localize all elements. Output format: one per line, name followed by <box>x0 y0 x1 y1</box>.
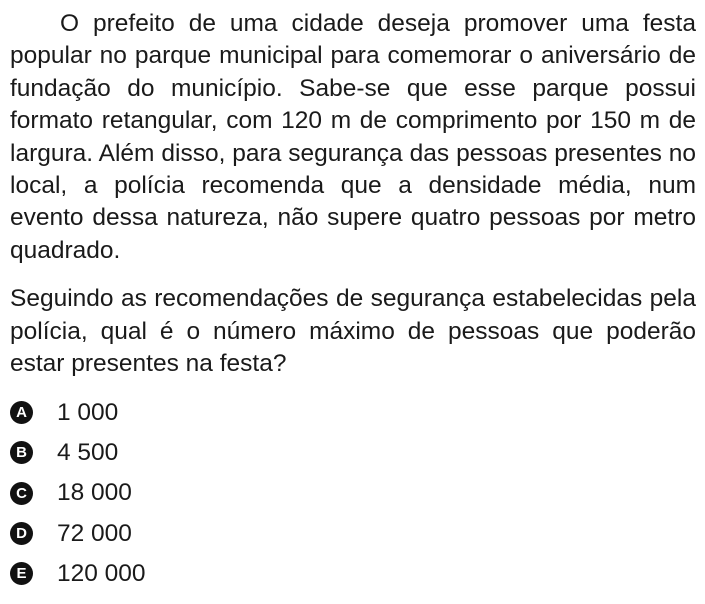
statement-line: por 150 m de largura. Além disso, para segurança das <box>10 107 696 167</box>
statement-line: possui formato retangular, com 120 m de comprimento <box>10 74 696 135</box>
option-text: 18 000 <box>57 479 132 507</box>
option-e[interactable] <box>10 554 696 594</box>
question-statement <box>10 8 696 267</box>
option-letter-badge: A <box>10 401 33 424</box>
prompt-line: poderão estar presentes na festa? <box>10 317 696 378</box>
statement-line: de fundação do município. Sabe-se que esse parque <box>10 42 696 102</box>
statement-line: a densidade média, num evento dessa natureza, não <box>10 172 696 232</box>
statement-line: pessoas presentes no local, a polícia recomenda que <box>10 139 697 200</box>
option-text: 120 000 <box>57 559 146 587</box>
answer-options <box>10 392 696 593</box>
statement-line: O prefeito de uma cidade deseja promover uma festa <box>60 10 696 37</box>
option-letter-badge: C <box>10 482 33 505</box>
prompt-line: pela polícia, qual é o número máximo de pessoas que <box>10 285 696 345</box>
option-text: 1 000 <box>57 398 119 426</box>
option-text: 4 500 <box>57 438 119 466</box>
option-text: 72 000 <box>57 519 132 547</box>
option-b[interactable] <box>10 433 696 473</box>
option-c[interactable] <box>10 473 696 513</box>
question-prompt <box>10 283 696 380</box>
statement-line: popular no parque municipal para comemorar o aniversário <box>10 42 661 70</box>
option-a[interactable] <box>10 392 696 432</box>
option-letter-badge: E <box>10 562 33 585</box>
option-letter-badge: B <box>10 441 33 464</box>
statement-line: supere quatro pessoas por metro quadrado. <box>10 204 696 264</box>
option-d[interactable] <box>10 513 696 553</box>
prompt-line: Seguindo as recomendações de segurança estabelecidas <box>10 285 643 313</box>
question-container <box>10 8 696 594</box>
option-letter-badge: D <box>10 522 33 545</box>
